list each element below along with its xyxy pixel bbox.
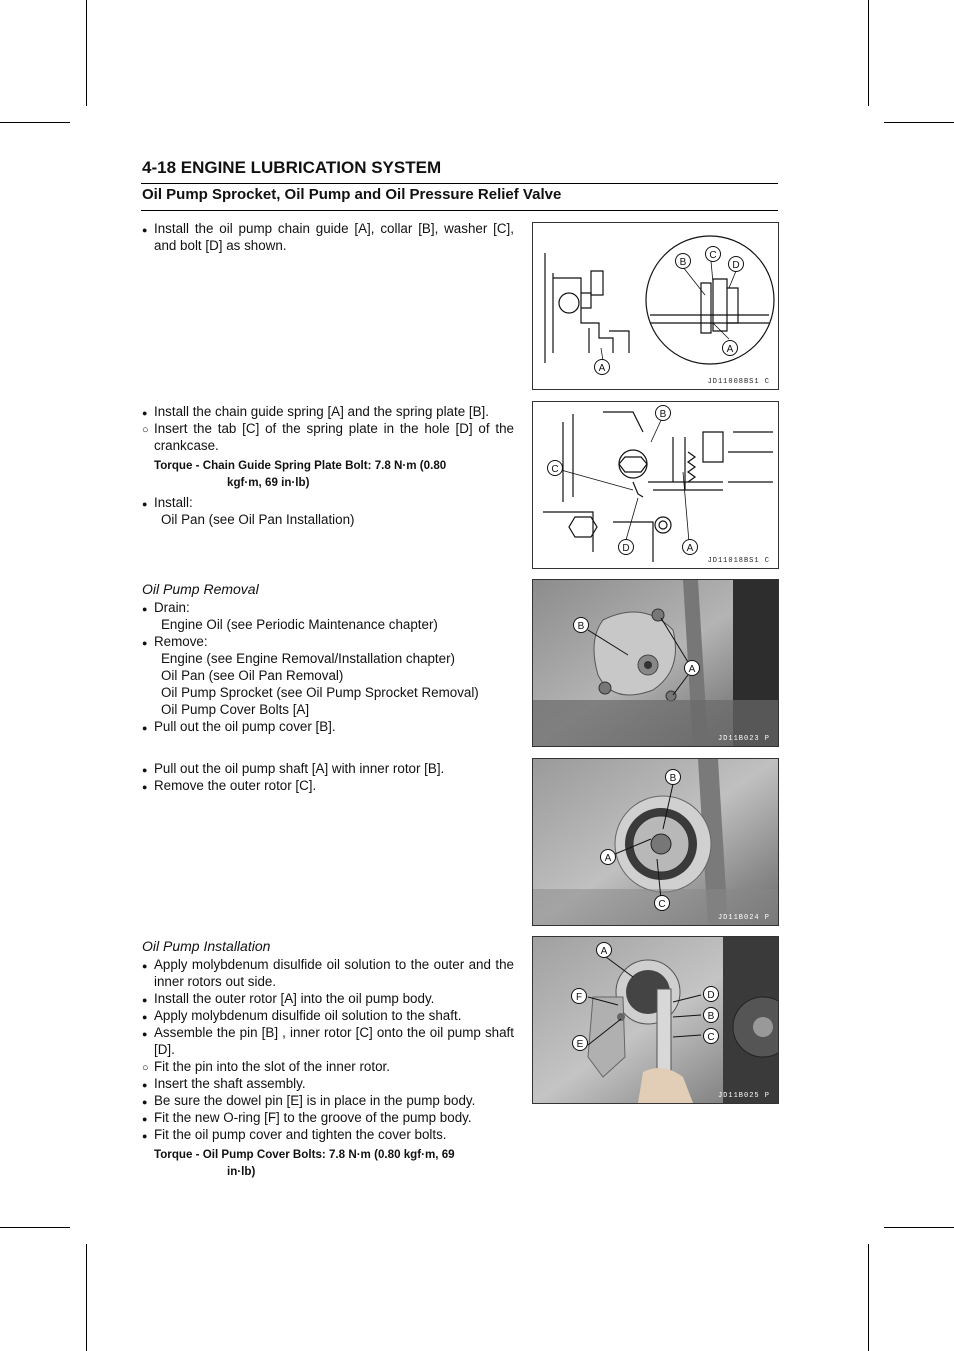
label-D: D <box>622 543 630 554</box>
list-item: ● Install the outer rotor [A] into the oil pump body. <box>142 990 514 1007</box>
figure-number: JD11B024 P <box>717 914 770 922</box>
torque-spec: Torque - Chain Guide Spring Plate Bolt: 7.8 N·m (0.80 kgf·m, 69 in·lb) <box>154 459 447 489</box>
oil-pump-install-photo <box>533 937 778 1103</box>
section-title: Oil Pump Sprocket, Oil Pump and Oil Pressure Relief Valve <box>142 186 562 203</box>
label-A: A <box>688 664 696 675</box>
list-item: ● Install the chain guide spring [A] and the spring plate [B]. <box>142 403 514 420</box>
divider <box>141 210 778 211</box>
oil-pump-rotor-photo <box>533 759 778 925</box>
crop-mark <box>884 1227 954 1228</box>
figure-number: JD11B023 P <box>717 735 770 743</box>
label-D: D <box>707 990 715 1001</box>
figure-number: JD11018BS1 C <box>707 557 770 565</box>
label-B: B <box>669 773 677 784</box>
label-C: C <box>707 1032 715 1043</box>
list-item: ● Insert the shaft assembly. <box>142 1075 514 1092</box>
figure-number: JD11B025 P <box>717 1092 770 1100</box>
text-block-4 <box>142 760 514 794</box>
label-A: A <box>600 946 608 957</box>
label-B: B <box>707 1011 715 1022</box>
label-B: B <box>679 257 687 268</box>
list-item: ● Remove the outer rotor [C]. <box>142 777 514 794</box>
list-item: ● Be sure the dowel pin [E] is in place in the pump body. <box>142 1092 514 1109</box>
label-C: C <box>709 250 717 261</box>
list-item: ● Fit the new O-ring [F] to the groove of the pump body. <box>142 1109 514 1126</box>
list-item: Engine (see Engine Removal/Installation chapter) <box>161 651 456 666</box>
list-item: ○ Insert the tab [C] of the spring plate in the hole [D] of the crankcase. <box>142 420 514 454</box>
label-C: C <box>658 899 666 910</box>
label-A: A <box>726 344 734 355</box>
label-F: F <box>575 992 583 1003</box>
crop-mark <box>86 1244 87 1351</box>
chain-guide-diagram <box>533 223 778 389</box>
crop-mark <box>0 122 70 123</box>
figure-oil-pump-rotor-photo <box>532 758 779 926</box>
torque-spec: Torque - Oil Pump Cover Bolts: 7.8 N·m (0.80 kgf·m, 69 in·lb) <box>154 1148 455 1178</box>
label-B: B <box>659 409 667 420</box>
text-block-1 <box>142 220 514 254</box>
list-item: Oil Pan (see Oil Pan Installation) <box>161 512 355 527</box>
chapter-title: 4-18 ENGINE LUBRICATION SYSTEM <box>142 158 442 177</box>
list-item: ● Apply molybdenum disulfide oil solution to the outer and the inner rotors out side. <box>142 956 514 990</box>
list-item: Oil Pump Sprocket (see Oil Pump Sprocket Removal) <box>161 685 479 700</box>
text-block-3 <box>142 581 514 735</box>
list-item: ● Fit the oil pump cover and tighten the cover bolts. <box>142 1126 514 1143</box>
figure-chain-guide <box>532 222 779 390</box>
subsection-title: Oil Pump Removal <box>142 581 259 597</box>
label-A: A <box>686 543 694 554</box>
figure-oil-pump-cover-photo <box>532 579 779 747</box>
label-E: E <box>576 1039 584 1050</box>
text-block-5 <box>142 938 514 1183</box>
spring-plate-diagram <box>533 402 778 568</box>
list-item: ● Drain: <box>142 599 514 616</box>
list-item: ○ Fit the pin into the slot of the inner rotor. <box>142 1058 514 1075</box>
crop-mark <box>868 0 869 106</box>
list-item: ● Pull out the oil pump cover [B]. <box>142 718 514 735</box>
figure-spring-plate <box>532 401 779 569</box>
list-item: Oil Pan (see Oil Pan Removal) <box>161 668 344 683</box>
subsection-title: Oil Pump Installation <box>142 938 271 954</box>
list-item: ● Remove: <box>142 633 514 650</box>
divider <box>141 183 778 184</box>
label-C: C <box>551 464 559 475</box>
label-B: B <box>577 621 585 632</box>
figure-number: JD11008BS1 C <box>707 378 770 386</box>
crop-mark <box>884 122 954 123</box>
crop-mark <box>868 1244 869 1351</box>
crop-mark <box>86 0 87 106</box>
list-item: Engine Oil (see Periodic Maintenance chapter) <box>161 617 438 632</box>
label-D: D <box>732 260 740 271</box>
oil-pump-cover-photo <box>533 580 778 746</box>
list-item: ● Pull out the oil pump shaft [A] with inner rotor [B]. <box>142 760 514 777</box>
label-A: A <box>598 363 606 374</box>
list-item: Oil Pump Cover Bolts [A] <box>161 702 310 717</box>
list-item: ● Install: <box>142 494 514 511</box>
label-A: A <box>604 853 612 864</box>
crop-mark <box>0 1227 70 1228</box>
text-block-2 <box>142 403 514 528</box>
figure-oil-pump-install-photo <box>532 936 779 1104</box>
list-item: ● Install the oil pump chain guide [A], collar [B], washer [C], and bolt [D] as shown. <box>142 220 514 254</box>
list-item: ● Apply molybdenum disulfide oil solution to the shaft. <box>142 1007 514 1024</box>
list-item: ● Assemble the pin [B] , inner rotor [C] onto the oil pump shaft [D]. <box>142 1024 514 1058</box>
